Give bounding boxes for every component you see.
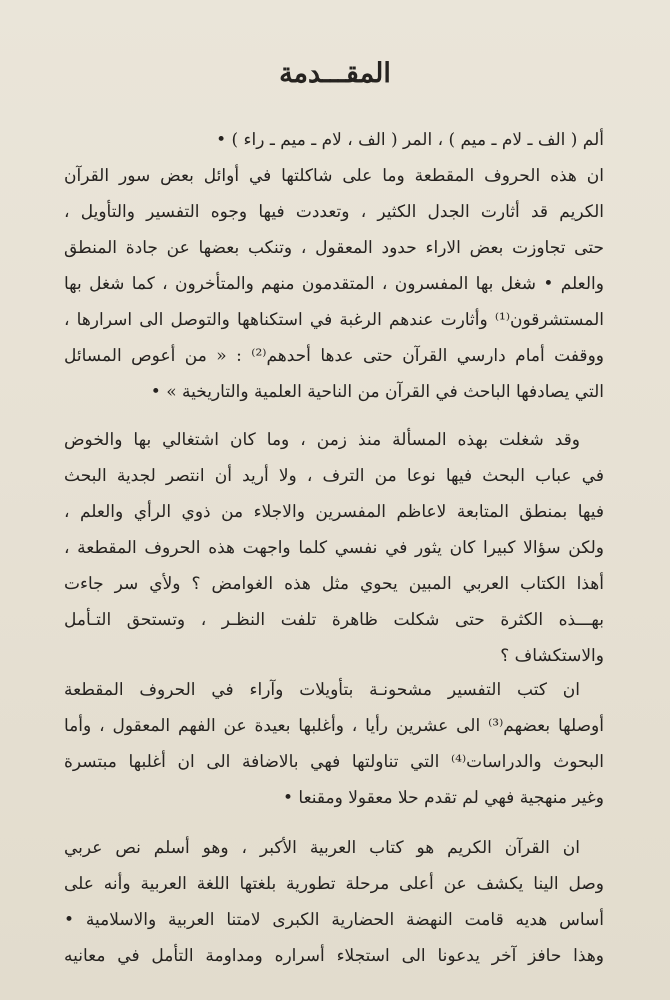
text-line: أساس هديه قامت النهضة الحضارية الكبرى لامتنا العربية والاسلامية • [64,910,604,930]
text-line: ووقفت أمام دارسي القرآن حتى عدها أحدهم⁽²⁾ : « من أعوص المسائل [64,346,604,366]
paragraph-1 [64,122,604,410]
text-line: أهذا الكتاب العربي المبين يحوي مثل هذه الغوامض ؟ ولأي سر جاءت [64,574,604,594]
text-line: وقد شغلت بهذه المسألة منذ زمن ، وما كان اشتغالي بها والخوض [64,430,580,450]
text-line: ان كتب التفسير مشحونـة بتأويلات وآراء في الحروف المقطعة [64,680,580,700]
paragraph-4 [64,830,604,974]
text-line: والعلم • شغل بها المفسرون ، المتقدمون منهم والمتأخرون ، كما شغل بها [64,274,604,294]
text-line: البحوث والدراسات⁽⁴⁾ التي تناولتها فهي بالاضافة الى ان أغلبها مبتسرة [64,752,604,772]
text-line: والاستكشاف ؟ [500,646,604,666]
text-line: التي يصادفها الباحث في القرآن من الناحية العلمية والتاريخية » • [150,382,604,402]
text-line: ان هذه الحروف المقطعة وما على شاكلتها في أوائل بعض سور القرآن [64,166,604,186]
text-line: وغير منهجية فهي لم تقدم حلا معقولا ومقنعا • [282,788,604,808]
text-line: المستشرقون⁽¹⁾ وأثارت عندهم الرغبة في استكناهها والتوصل الى اسرارها ، [64,310,604,330]
text-line: بهـــذه الكثرة حتى شكلت ظاهرة تلفت النظـر ، وتستحق التـأمل [64,610,604,630]
text-line: فيها بمنطق المتابعة لاعاظم المفسرين والاجلاء من ذوي الرأي والعلم ، [64,502,604,522]
text-line: ان القرآن الكريم هو كتاب العربية الأكبر ، وهو أسلم نص عربي [64,838,580,858]
text-line: حتى تجاوزت بعض الاراء حدود المعقول ، وتنكب بعضها عن جادة المنطق [64,238,604,258]
paragraph-2 [64,422,604,674]
text-line: ولكن سؤالا كبيرا كان يثور في نفسي كلما واجهت هذه الحروف المقطعة ، [64,538,604,558]
page-title: المقـــدمة [279,58,391,89]
text-line: وصل الينا يكشف عن أعلى مرحلة تطورية بلغتها اللغة العربية وأنه على [64,874,604,894]
text-line: أوصلها بعضهم⁽³⁾ الى عشرين رأيا ، وأغلبها بعيدة عن الفهم المعقول ، وأما [64,716,604,736]
text-line: وهذا حافز آخر يدعونا الى استجلاء أسراره ومداومة التأمل في معانيه [64,946,604,966]
paragraph-3 [64,672,604,816]
text-line: الكريم قد أثارت الجدل الكثير ، وتعددت فيها وجوه التفسير والتأويل ، [64,202,604,222]
text-line: في عباب البحث فيها نوعا من الترف ، ولا أريد أن انتصر لجدية البحث [64,466,604,486]
text-line: ألم ( الف ـ لام ـ ميم ) ، المر ( الف ، لام ـ ميم ـ راء ) • [216,130,604,150]
